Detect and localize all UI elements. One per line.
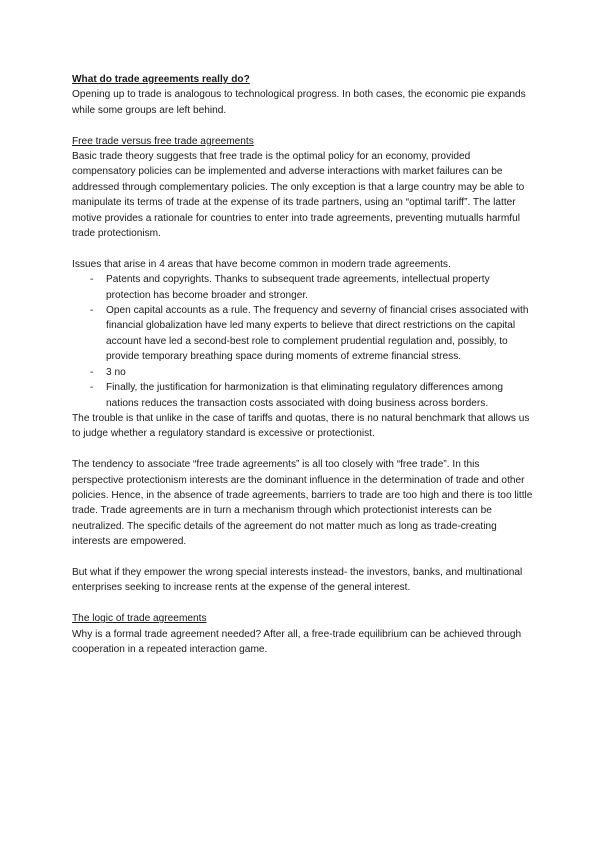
spacer bbox=[72, 442, 534, 457]
spacer bbox=[72, 550, 534, 565]
spacer bbox=[72, 118, 534, 133]
paragraph-basic-trade-theory: Basic trade theory suggests that free trade is the optimal policy for an economy, provided compensatory policies can be implemented and adverse interactions with market failures can be addressed through complementary policies. The only exception is that a large country may be able to manipulate its terms of trade at the expense of its trade partners, using an “optimal tariff”. The latter motive provides a rationale for countries to enter into trade agreements, preventing mutualls harmful trade protectionism. bbox=[72, 151, 525, 240]
paragraph-tendency: The tendency to associate “free trade agreements” is all too closely with “free trade”. In this perspective protectionism interests are the dominant influence in the determination of trade and other policies. Hence, in the absence of trade agreements, barriers to trade are too high and there is too little trade. Trade agreements are in turn a mechanism through which protectionist interests can be neutralized. The specific details of the agreement do not matter much as long as trade-creating interests are empowered. bbox=[72, 459, 533, 548]
paragraph-special-interests: But what if they empower the wrong special interests instead- the investors, banks, and multinational enterprises seeking to increase rents at the expense of the general interest. bbox=[72, 566, 523, 594]
spacer bbox=[72, 241, 534, 256]
list-item: - Open capital accounts as a rule. The frequency and severny of financial crises associated with financial globalization have led many experts to believe that direct restrictions on the capital account have led a second-best role to complement prudential regulation and, possibly, to provide temporary breathing space during moments of extreme financial stress. bbox=[72, 303, 534, 365]
document-page bbox=[72, 72, 534, 657]
list-item: - Finally, the justification for harmonization is that eliminating regulatory differences among nations reduces the transaction costs associated with doing business across borders. bbox=[72, 380, 534, 411]
intro-paragraph: Opening up to trade is analogous to technological progress. In both cases, the economic pie expands while some groups are left behind. bbox=[72, 89, 526, 116]
section-heading-logic: The logic of trade agreements bbox=[72, 613, 207, 625]
paragraph-formal-agreement: Why is a formal trade agreement needed? After all, a free-trade equilibrium can be achieved through cooperation in a repeated interaction game. bbox=[72, 628, 522, 655]
paragraph-benchmark: The trouble is that unlike in the case of tariffs and quotas, there is no natural benchmark that allows us to judge whether a regulatory standard is excessive or protectionist. bbox=[72, 412, 530, 440]
list-item: - 3 no bbox=[72, 365, 534, 380]
section-heading-free-trade: Free trade versus free trade agreements bbox=[72, 135, 254, 147]
list-item: - Patents and copyrights. Thanks to subsequent trade agreements, intellectual property protection has become broader and stronger. bbox=[72, 272, 534, 303]
document-title: What do trade agreements really do? bbox=[72, 74, 250, 85]
issues-list bbox=[72, 272, 534, 411]
spacer bbox=[72, 596, 534, 611]
issues-intro: Issues that arise in 4 areas that have become common in modern trade agreements. bbox=[72, 258, 451, 270]
